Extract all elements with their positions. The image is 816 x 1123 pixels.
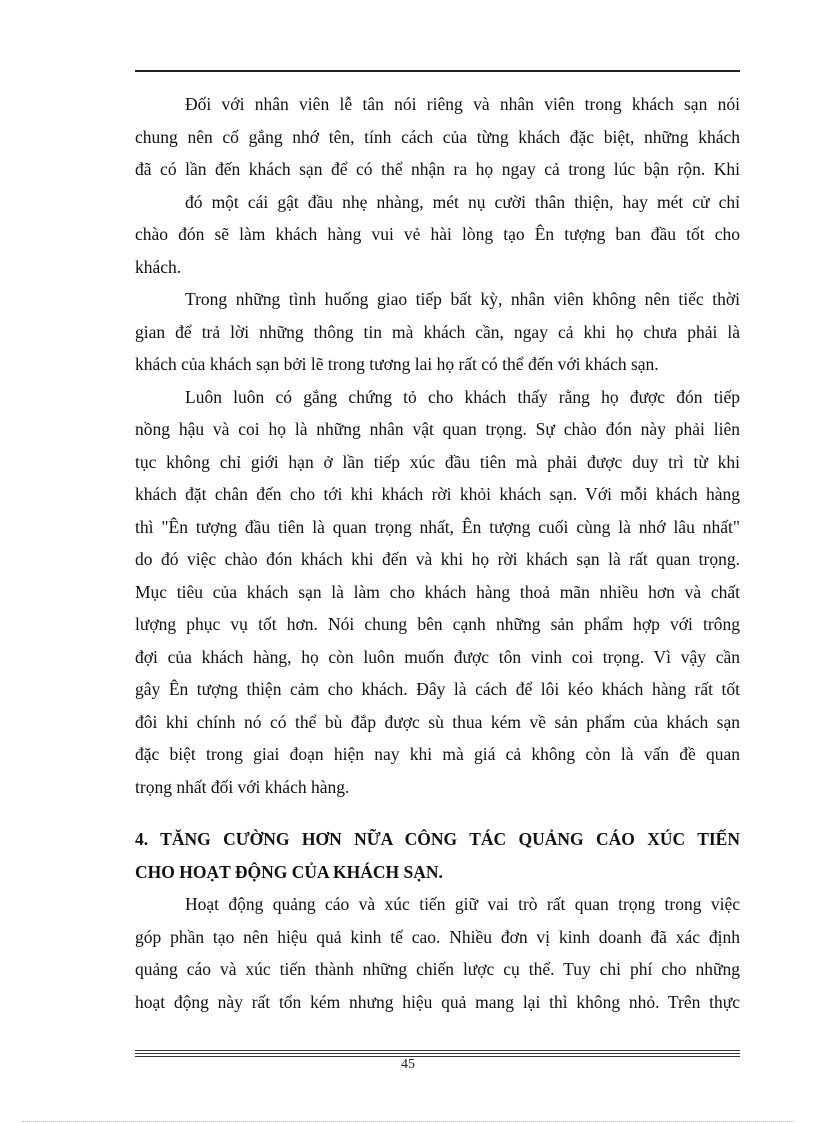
text-line: đặc biệt trong giai đoạn hiện nay khi mà giá cả không còn là vấn đề quan <box>135 744 740 764</box>
heading-line: CHO HOẠT ĐỘNG CỦA KHÁCH SẠN. <box>135 861 443 882</box>
text-line: khách của khách sạn bởi lẽ trong tương lai họ rất có thể đến với khách sạn. <box>135 354 659 374</box>
text-line: chào đón sẽ làm khách hàng vui vẻ hài lòng tạo Ên tượng ban đầu tốt cho <box>135 224 740 244</box>
text-line: chung nên cố gắng nhớ tên, tính cách của từng khách đặc biệt, những khách <box>135 126 740 147</box>
paragraph-3 <box>135 381 740 804</box>
text-line: do đó việc chào đón khách khi đến và khi họ rời khách sạn là rất quan trọng. <box>135 549 740 569</box>
text-line: Mục tiêu của khách sạn là làm cho khách hàng thoả mãn nhiều hơn và chất <box>135 581 740 602</box>
heading-line: 4. TĂNG CƯỜNG HƠN NỮA CÔNG TÁC QUẢNG CÁO XÚC TIẾN <box>135 829 740 849</box>
text-line: hoạt động này rất tốn kém nhưng hiệu quả mang lại thì không nhỏ. Trên thực <box>135 991 740 1012</box>
text-line: trọng nhất đối với khách hàng. <box>135 776 350 797</box>
text-line: gian để trả lời những thông tin mà khách cần, ngay cả khi họ chưa phải là <box>135 321 740 342</box>
text-line: tục không chỉ giới hạn ở lần tiếp xúc đầu tiên mà phải được duy trì từ khi <box>135 451 740 472</box>
text-line: khách đặt chân đến cho tới khi khách rời khỏi khách sạn. Với mỗi khách hàng <box>135 484 740 504</box>
section-heading <box>135 823 740 888</box>
text-line: nồng hậu và coi họ là những nhân vật quan trọng. Sự chào đón này phải liên <box>135 419 740 439</box>
text-line: đôi khi chính nó có thể bù đắp được sù thua kém về sản phẩm của khách sạn <box>135 711 740 732</box>
text-line: đã có lần đến khách sạn để có thể nhận ra họ ngay cả trong lúc bận rộn. Khi <box>135 159 740 179</box>
text-line: góp phần tạo nên hiệu quả kinh tế cao. Nhiều đơn vị kinh doanh đã xác định <box>135 926 740 947</box>
text-line: khách. <box>135 256 182 277</box>
text-line: Đối với nhân viên lễ tân nói riêng và nhân viên trong khách sạn nói <box>185 94 740 114</box>
footer-rule <box>135 1053 740 1054</box>
paragraph-2 <box>135 283 740 381</box>
text-line: lượng phục vụ tốt hơn. Nói chung bên cạnh những sản phẩm hợp với trông <box>135 614 740 634</box>
text-line: thì "Ên tượng đầu tiên là quan trọng nhất, Ên tượng cuối cùng là nhớ lâu nhất" <box>135 516 740 537</box>
text-line: Hoạt động quảng cáo và xúc tiến giữ vai trò rất quan trọng trong việc <box>185 894 740 914</box>
section-gap <box>135 803 740 823</box>
text-line: Luôn luôn có gắng chứng tỏ cho khách thấy rằng họ được đón tiếp <box>185 386 740 407</box>
text-line: đó một cái gật đầu nhẹ nhàng, mét nụ cười thân thiện, hay mét cử chỉ <box>185 191 740 212</box>
footer-rule <box>135 1050 740 1051</box>
text-line: đợi của khách hàng, họ còn luôn muốn được tôn vinh coi trọng. Vì vậy cần <box>135 646 740 667</box>
text-line: Trong những tình huống giao tiếp bất kỳ, nhân viên không nên tiếc thời <box>185 289 740 309</box>
page-number: 45 <box>401 1057 415 1072</box>
paragraph-1 <box>135 88 740 283</box>
header-rule <box>135 70 740 72</box>
paragraph-4 <box>135 888 740 1018</box>
text-line: quảng cáo và xúc tiến thành những chiến lược cụ thể. Tuy chi phí cho những <box>135 959 740 979</box>
page-edge <box>22 1121 794 1122</box>
text-line: gây Ên tượng thiện cảm cho khách. Đây là cách để lôi kéo khách hàng rất tốt <box>135 679 740 699</box>
page-body <box>135 88 740 1018</box>
